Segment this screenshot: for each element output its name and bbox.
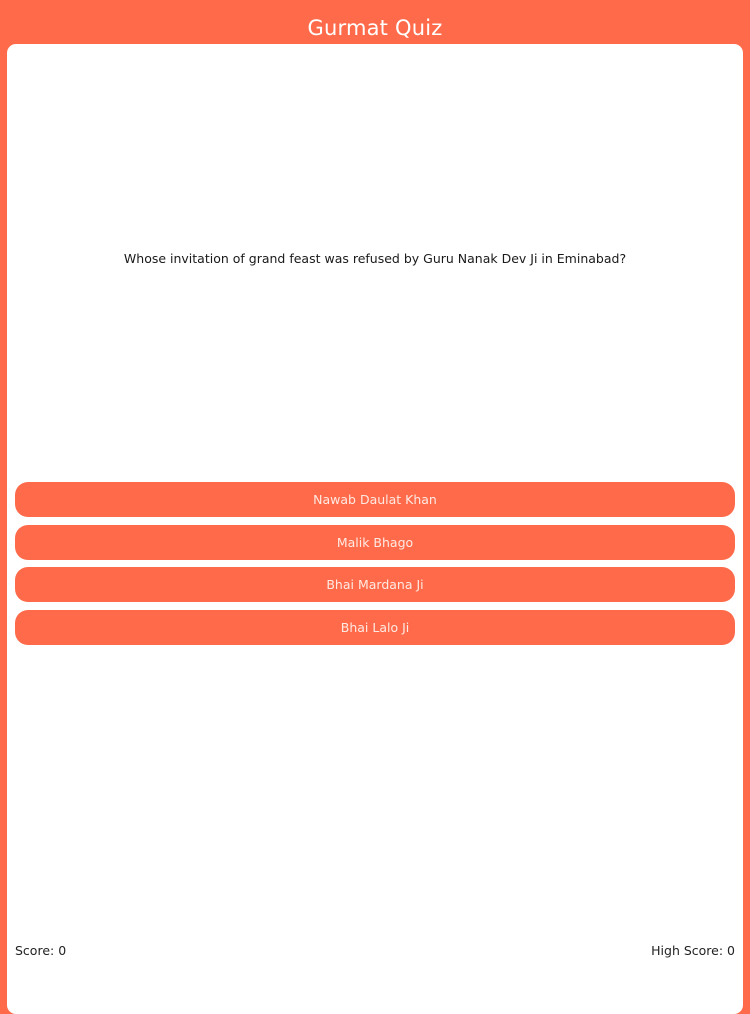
- question-text: Whose invitation of grand feast was refused by Guru Nanak Dev Ji in Eminabad?: [123, 251, 627, 266]
- answer-button-malik-bhago[interactable]: Malik Bhago: [15, 525, 735, 560]
- answer-button-nawab-daulat-khan[interactable]: Nawab Daulat Khan: [15, 482, 735, 517]
- score-label: Score: 0: [15, 943, 67, 958]
- answer-button-bhai-mardana-ji[interactable]: Bhai Mardana Ji: [15, 567, 735, 602]
- answer-list: [15, 482, 735, 652]
- high-score-label: High Score: 0: [651, 943, 735, 958]
- answer-button-bhai-lalo-ji[interactable]: Bhai Lalo Ji: [15, 610, 735, 645]
- app-title: Gurmat Quiz: [307, 16, 443, 40]
